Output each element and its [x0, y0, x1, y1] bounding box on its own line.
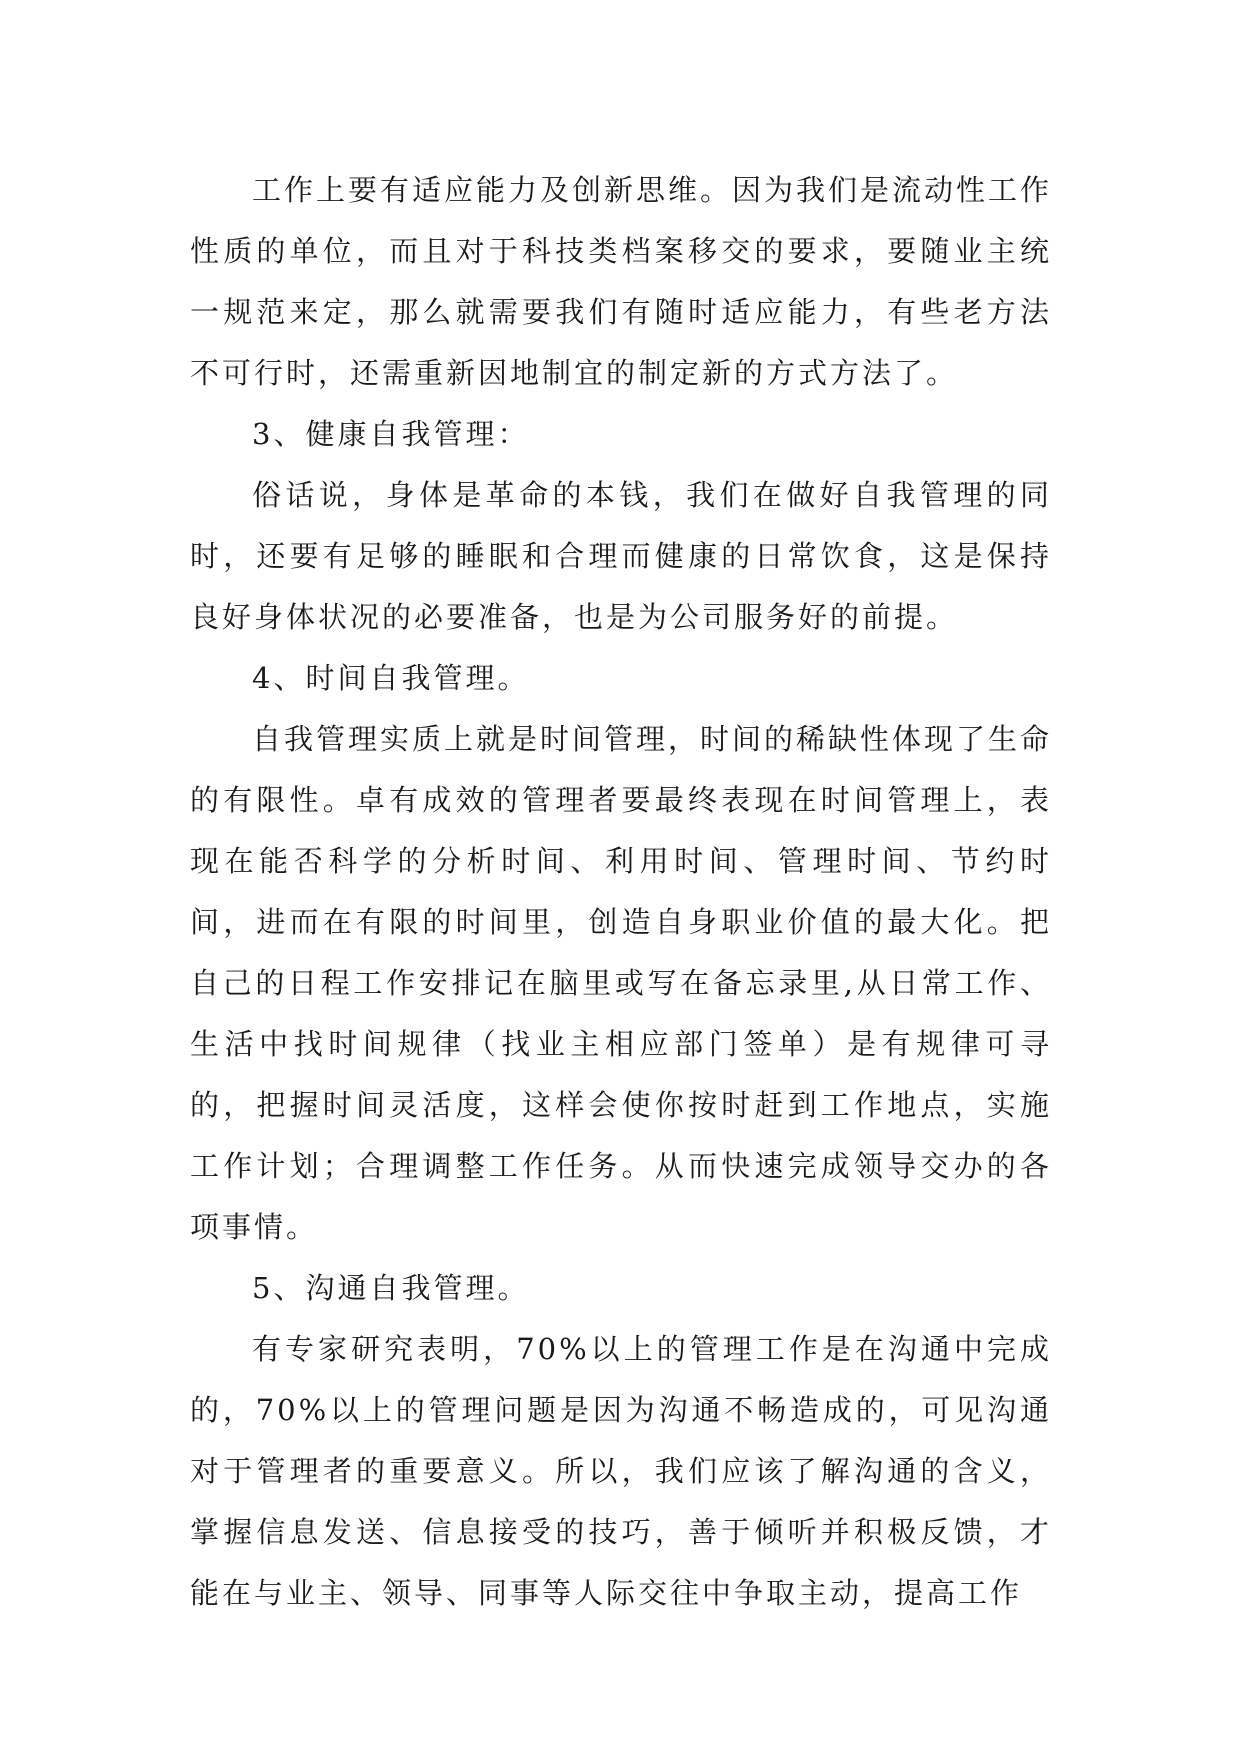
heading-time-management: 4、时间自我管理。: [252, 661, 530, 695]
paragraph-adaptability: 工作上要有适应能力及创新思维。因为我们是流动性工作性质的单位，而且对于科技类档案移交的要求，要随业主统一规范来定，那么就需要我们有随时适应能力，有些老方法不可行时，还需重新因地制宜的制定新的方式方法了。: [190, 173, 1053, 390]
paragraph-time: 自我管理实质上就是时间管理，时间的稀缺性体现了生命的有限性。卓有成效的管理者要最终表现在时间管理上，表现在能否科学的分析时间、利用时间、管理时间、节约时间，进而在有限的时间里，创造自身职业价值的最大化。把自己的日程工作安排记在脑里或写在备忘录里,从日常工作、生活中找时间规律（找业主相应部门签单）是有规律可寻的，把握时间灵活度，这样会使你按时赶到工作地点，实施工作计划；合理调整工作任务。从而快速完成领导交办的各项事情。: [190, 722, 1053, 1244]
paragraph-health: 俗话说，身体是革命的本钱，我们在做好自我管理的同时，还要有足够的睡眠和合理而健康的日常饮食，这是保持良好身体状况的必要准备，也是为公司服务好的前提。: [190, 478, 1052, 634]
paragraph-communication: 有专家研究表明，70%以上的管理工作是在沟通中完成的，70%以上的管理问题是因为沟通不畅造成的，可见沟通对于管理者的重要意义。所以，我们应该了解沟通的含义，掌握信息发送、信息接受的技巧，善于倾听并积极反馈，才能在与业主、领导、同事等人际交往中争取主动，提高工作: [190, 1332, 1052, 1610]
heading-communication-management: 5、沟通自我管理。: [252, 1271, 530, 1305]
document-body: [190, 160, 1052, 1624]
heading-health-management: 3、健康自我管理：: [252, 417, 530, 451]
